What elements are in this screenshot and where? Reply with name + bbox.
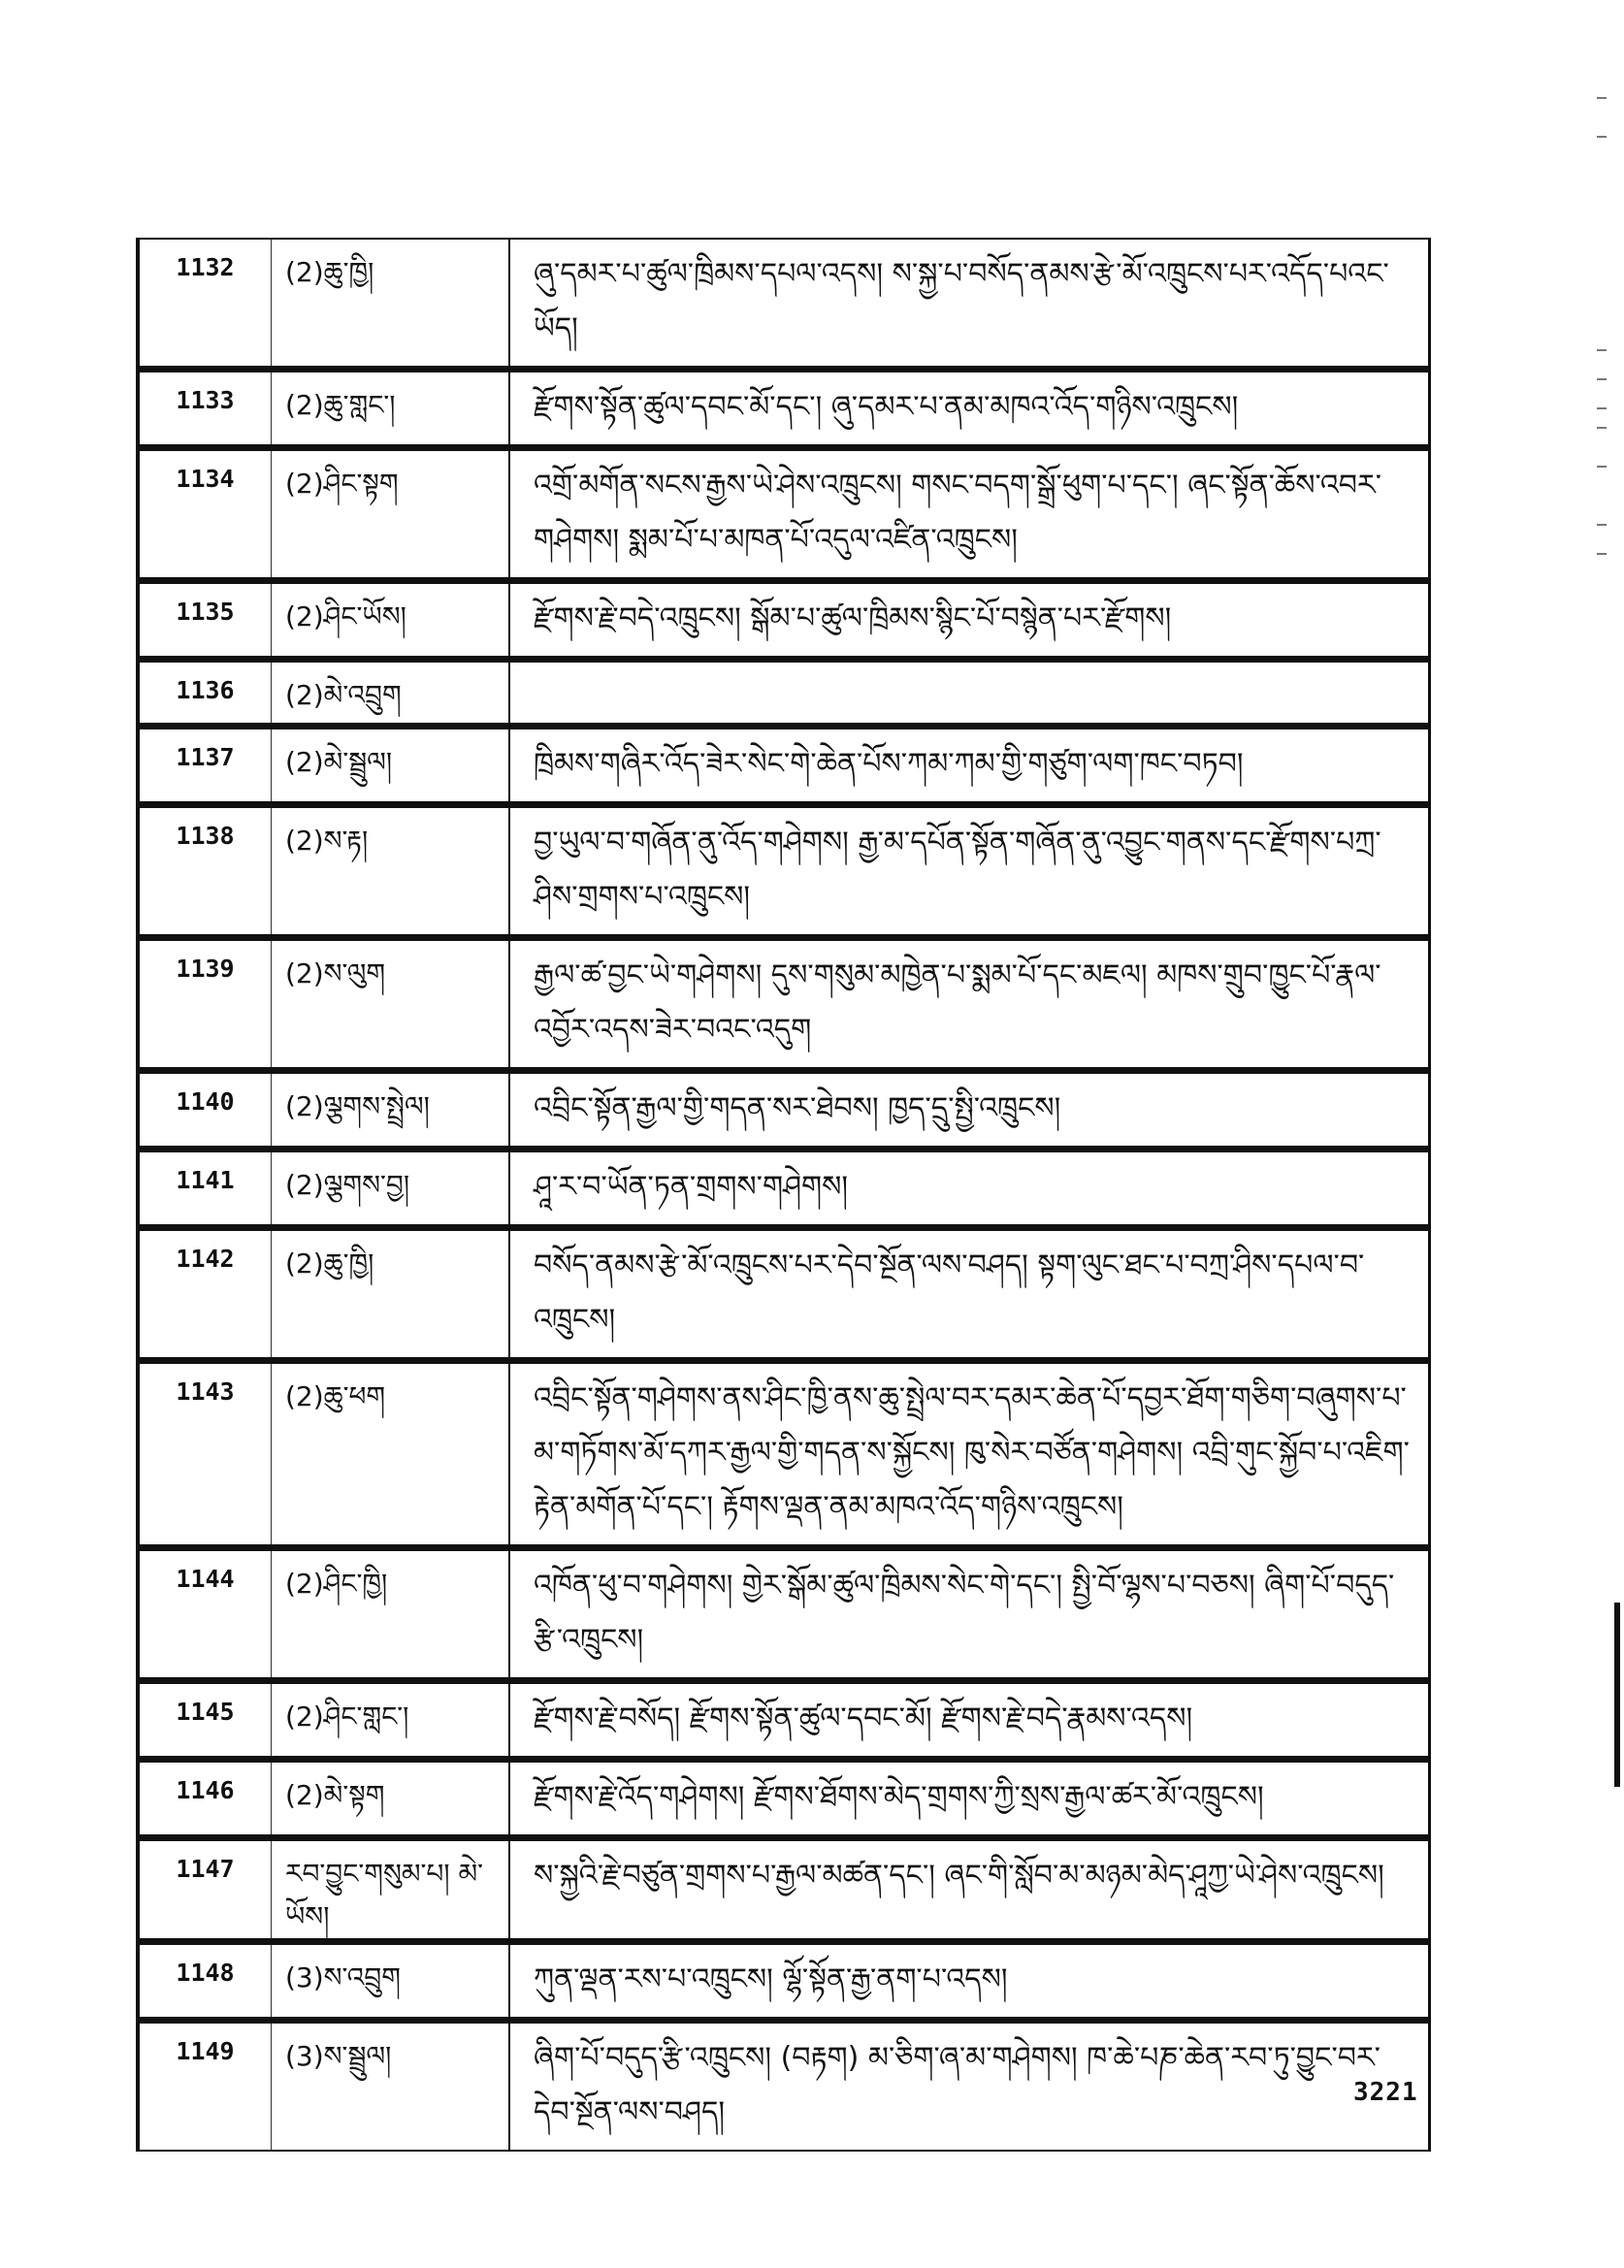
year-term: (2)ཤིང་སྟག	[272, 448, 510, 581]
year-term: (2)ས་ལུག	[272, 938, 510, 1071]
event-text: བྱ་ཡུལ་བ་གཞོན་ནུ་འོད་གཤེགས། རྒྱ་མ་དཔོན་སྟོན་གཞོན་ནུ་འབྱུང་གནས་དང་རྫོགས་པཀྲ་ཤིས་གྲགས་པ་འཁྲུངས།	[509, 805, 1430, 938]
row-number: 1139	[138, 938, 272, 1071]
row-number: 1146	[138, 1760, 272, 1838]
table-body	[138, 239, 1430, 2151]
event-text: རྫོགས་རྗེ་བསོད། རྫོགས་སྟོན་ཚུལ་དབང་མོ། རྫོགས་རྗེ་བདེ་རྣམས་འདས།	[509, 1681, 1430, 1760]
event-text: འཁོན་ཕུ་བ་གཤེགས། གྱེར་སྒོམ་ཚུལ་ཁྲིམས་སེང་གེ་དང་། སྤྱི་བོ་ལྷས་པ་བཅས། ཞིག་པོ་བདུད་རྩི་འཁྲུངས།	[509, 1548, 1430, 1681]
year-term: (2)ཤིང་གླང་།	[272, 1681, 510, 1760]
table-row	[138, 1760, 1430, 1838]
event-text: ཞུ་དམར་པ་ཚུལ་ཁྲིམས་དཔལ་འདས། ས་སྐྱ་པ་བསོད་ནམས་རྩེ་མོ་འཁྲུངས་པར་འདོད་པའང་ཡོད།	[509, 239, 1430, 370]
year-term: (3)ས་འབྲུག	[272, 1942, 510, 2021]
year-term: (2)ཆུ་ཁྱི།	[272, 239, 510, 370]
year-term: (3)ས་སྦྲུལ།	[272, 2021, 510, 2152]
year-term: རབ་བྱུང་གསུམ་པ། མེ་ཡོས།	[272, 1838, 510, 1942]
event-text: འབྲིང་སྟོན་རྒྱལ་གྱི་གདན་སར་ཐེབས། ཁྱད་དྲུ་སྤྱི་འཁྲུངས།	[509, 1071, 1430, 1150]
event-text: ཁྲིམས་གཞིར་འོད་ཟེར་སེང་གེ་ཆེན་པོས་ཀམ་ཀམ་གྱི་གཙུག་ལག་ཁང་བཏབ།	[509, 727, 1430, 805]
row-number: 1135	[138, 581, 272, 660]
event-text: རྒྱལ་ཚ་བྱང་ཡེ་གཤེགས། དུས་གསུམ་མཁྱེན་པ་སྨམ་པོ་དང་མཇལ། མཁས་གྲུབ་ཁྱུང་པོ་རྣལ་འབྱོར་འདས་ཟེར་བའང་འདུག	[509, 938, 1430, 1071]
table-row	[138, 448, 1430, 581]
row-number: 1143	[138, 1361, 272, 1548]
year-term: (2)མེ་འབྲུག	[272, 660, 510, 727]
table-row	[138, 805, 1430, 938]
event-text: རྫོགས་རྗེ་བདེ་འཁྲུངས། སྒོམ་པ་ཚུལ་ཁྲིམས་སྙིང་པོ་བསྙེན་པར་རྫོགས།	[509, 581, 1430, 660]
row-number: 1132	[138, 239, 272, 370]
table-row	[138, 370, 1430, 448]
table-row	[138, 1361, 1430, 1548]
row-number: 1138	[138, 805, 272, 938]
table-row	[138, 660, 1430, 727]
chronology-table	[136, 238, 1431, 2152]
table-row	[138, 2021, 1430, 2152]
table-row	[138, 239, 1430, 370]
table-row	[138, 1838, 1430, 1942]
row-number: 1145	[138, 1681, 272, 1760]
row-number: 1147	[138, 1838, 272, 1942]
year-term: (2)ཆུ་ཁྱི།	[272, 1228, 510, 1361]
row-number: 1141	[138, 1150, 272, 1228]
year-term: (2)མེ་སྟག	[272, 1760, 510, 1838]
table-row	[138, 581, 1430, 660]
table-row	[138, 938, 1430, 1071]
year-term: (2)ཤིང་ཁྱི།	[272, 1548, 510, 1681]
page-number: 3221	[1353, 2078, 1418, 2107]
table-row	[138, 1681, 1430, 1760]
table-row	[138, 1228, 1430, 1361]
table-row	[138, 727, 1430, 805]
year-term: (2)ས་རྟ།	[272, 805, 510, 938]
year-term: (2)ཤིང་ཡོས།	[272, 581, 510, 660]
event-text: འབྲིང་སྟོན་གཤེགས་ནས་ཤིང་ཁྱི་ནས་ཆུ་སྤྲེལ་བར་དམར་ཆེན་པོ་དབྱར་ཐོག་གཅིག་བཞུགས་པ་མ་གཏོགས་མོ་དཀར་རྒྱལ་གྱི་གདན་ས་སྐྱོངས། ཁུ་སེར་བཙོན་གཤེགས། འབྲི་གུང་སྐྱོབ་པ་འཇིག་རྟེན་མགོན་པོ་དང་། རྟོགས་ལྡན་ནམ་མཁའ་འོད་གཉིས་འཁྲུངས།	[509, 1361, 1430, 1548]
row-number: 1148	[138, 1942, 272, 2021]
row-number: 1137	[138, 727, 272, 805]
row-number: 1142	[138, 1228, 272, 1361]
event-text: ཞིག་པོ་བདུད་རྩི་འཁྲུངས། (བརྟག) མ་ཅིག་ཞ་མ་གཤེགས། ཁ་ཆེ་པཎ་ཆེན་རབ་ཏུ་བྱུང་བར་དེབ་སྔོན་ལས་བཤད།	[509, 2021, 1430, 2152]
year-term: (2)ལྕགས་སྤྲེལ།	[272, 1071, 510, 1150]
year-term: (2)ལྕགས་བྱ།	[272, 1150, 510, 1228]
row-number: 1149	[138, 2021, 272, 2152]
row-number: 1133	[138, 370, 272, 448]
year-term: (2)ཆུ་གླང་།	[272, 370, 510, 448]
row-number: 1144	[138, 1548, 272, 1681]
event-text: འགྲོ་མགོན་སངས་རྒྱས་ཡེ་ཤེས་འཁྲུངས། གསང་བདག་སྒྲོ་ཕུག་པ་དང་། ཞང་སྟོན་ཆོས་འབར་གཤེགས། སྨམ་པོ་པ་མཁན་པོ་འདུལ་འཛིན་འཁྲུངས།	[509, 448, 1430, 581]
row-number: 1140	[138, 1071, 272, 1150]
table-row	[138, 1548, 1430, 1681]
table-row	[138, 1942, 1430, 2021]
year-term: (2)མེ་སྦྲུལ།	[272, 727, 510, 805]
row-number: 1136	[138, 660, 272, 727]
table-row	[138, 1071, 1430, 1150]
event-text: ཀུན་ལྡན་རས་པ་འཁྲུངས། ལྷོ་སྟོན་རྒྱ་ནག་པ་འདས།	[509, 1942, 1430, 2021]
event-text: ས་སྐྱའི་རྗེ་བཙུན་གྲགས་པ་རྒྱལ་མཚན་དང་། ཞང་གི་སློབ་མ་མཉམ་མེད་ཤཱཀྱ་ཡེ་ཤེས་འཁྲུངས།	[509, 1838, 1430, 1942]
event-text: བསོད་ནམས་རྩེ་མོ་འཁྲུངས་པར་དེབ་སྔོན་ལས་བཤད། སྟག་ལུང་ཐང་པ་བཀྲ་ཤིས་དཔལ་བ་འཁྲུངས།	[509, 1228, 1430, 1361]
event-text: ཤཱ་ར་བ་ཡོན་ཏན་གྲགས་གཤེགས།	[509, 1150, 1430, 1228]
table-row	[138, 1150, 1430, 1228]
row-number: 1134	[138, 448, 272, 581]
year-term: (2)ཆུ་ཕག	[272, 1361, 510, 1548]
event-text: རྫོགས་རྗེ་འོད་གཤེགས། རྫོགས་ཐོགས་མེད་གྲགས་ཀྱི་སྲས་རྒྱལ་ཚར་མོ་འཁྲུངས།	[509, 1760, 1430, 1838]
margin-scan-bar	[1614, 1603, 1620, 1787]
margin-scan-marks	[1597, 97, 1610, 582]
event-text	[509, 660, 1430, 727]
event-text: རྫོགས་སྟོན་ཚུལ་དབང་མོ་དང་། ཞུ་དམར་པ་ནམ་མཁའ་འོད་གཉིས་འཁྲུངས།	[509, 370, 1430, 448]
